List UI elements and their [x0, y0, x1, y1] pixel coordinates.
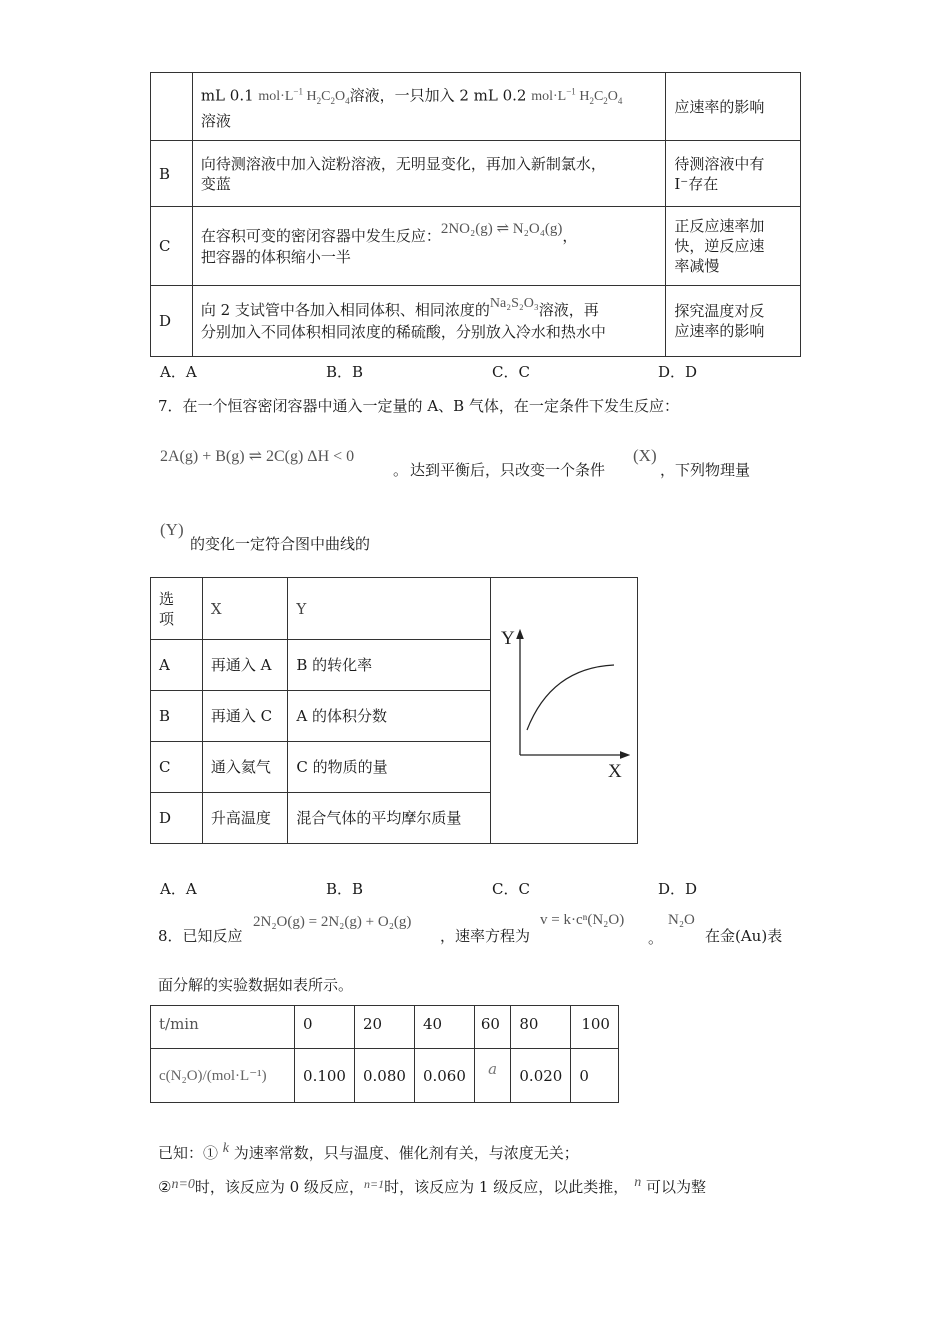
header-option-line1: 选	[159, 589, 175, 608]
choice-c[interactable]: C．C	[492, 880, 530, 898]
concentration-cell: 0	[571, 1049, 619, 1103]
q7-stem-mid: 达到平衡后，只改变一个条件	[410, 461, 606, 479]
q7-options-table	[150, 577, 638, 844]
choice-c[interactable]: C．C	[492, 363, 530, 381]
time-header: t/min	[151, 1006, 295, 1049]
q8-period: 。	[648, 929, 664, 947]
q8-known-line1	[158, 1143, 579, 1165]
operation-line2: 溶液	[200, 112, 231, 131]
q8-known-line2	[158, 1177, 706, 1199]
option-label: B	[151, 691, 203, 742]
reagent-formula: Na₂S₂O₃	[489, 296, 539, 311]
purpose-cell	[666, 141, 801, 207]
purpose-cell	[666, 73, 801, 141]
q8-stem-prefix: 8．已知反应	[158, 927, 243, 945]
concentration-header: c(N₂O)/(mol·L⁻¹)	[151, 1049, 295, 1103]
reaction-formula: 2NO₂(g) ⇌ N₂O₄(g)	[440, 220, 563, 237]
option-label	[151, 73, 193, 141]
circled-two: ②	[158, 1178, 172, 1196]
header-option	[151, 578, 203, 640]
integer-text: 可以为整	[641, 1178, 706, 1196]
choice-a[interactable]: A．A	[160, 880, 197, 898]
purpose-line2: I⁻存在	[674, 174, 719, 193]
q7-period: 。	[393, 461, 409, 479]
operation-prefix: 在容积可变的密闭容器中发生反应：	[200, 226, 441, 245]
time-cell: 0	[295, 1006, 355, 1049]
header-x: X	[202, 578, 288, 640]
purpose-line2: 快，逆反应速	[674, 237, 765, 255]
time-row	[151, 1006, 619, 1049]
operation-cell: mL 0.1 $mol\cdot L^{-1}$ $H_2C_2O_4$溶液，一只加入 2 mL 0.2 $mol\cdot L^{-1}$ $H_2C_2O_4$ 溶液	[192, 73, 666, 141]
purpose-cell	[666, 286, 801, 357]
option-label: C	[151, 742, 203, 793]
table-row	[151, 73, 801, 141]
curve-graph	[491, 578, 637, 838]
operation-line2: 把容器的体积缩小一半	[200, 247, 351, 266]
concentration-cell: 0.060	[414, 1049, 474, 1103]
choice-d[interactable]: D．D	[658, 880, 698, 898]
n-equals-one: n=1	[364, 1177, 385, 1191]
time-cell: 40	[414, 1006, 474, 1049]
q7-stem-line1: 7．在一个恒容密闭容器中通入一定量的 A、B 气体，在一定条件下发生反应：	[158, 397, 679, 415]
y-value: B 的转化率	[288, 640, 491, 691]
purpose-line1: 探究温度对反	[674, 302, 765, 320]
x-axis-label: X	[607, 761, 622, 782]
header-y: Y	[288, 578, 491, 640]
option-label: A	[151, 640, 203, 691]
table-row	[151, 141, 801, 207]
operation-suffix: 溶液，再	[538, 301, 599, 319]
curve-graph-cell	[490, 578, 637, 844]
choice-a[interactable]: A．A	[160, 363, 197, 381]
option-label: D	[151, 286, 193, 357]
table-row	[151, 286, 801, 357]
q8-reaction: 2N₂O(g) = 2N₂(g) + O₂(g)	[253, 914, 412, 930]
q6-choices	[160, 361, 800, 381]
table-header-row	[151, 578, 638, 640]
q7-choices	[160, 878, 800, 898]
q8-rate-equation: v = k·cⁿ(N₂O)	[540, 912, 625, 928]
operation-line2: 变蓝	[200, 174, 231, 193]
time-cell: 100	[571, 1006, 619, 1049]
y-value: C 的物质的量	[288, 742, 491, 793]
q8-stem-line2: 面分解的实验数据如表所示。	[158, 976, 354, 994]
time-cell: 80	[511, 1006, 571, 1049]
q7-stem-line3: 的变化一定符合图中曲线的	[190, 535, 371, 553]
known-prefix: 已知：①	[158, 1144, 219, 1162]
zero-order-text: 时，该反应为 0 级反应，	[194, 1178, 364, 1196]
y-value: A 的体积分数	[288, 691, 491, 742]
purpose-line2: 应速率的影响	[674, 322, 765, 340]
operation-line2: 分别加入不同体积相同浓度的稀硫酸，分别放入冷水和热水中	[200, 323, 606, 341]
x-value: 再通入 C	[202, 691, 288, 742]
purpose-text: 应速率的影响	[674, 97, 765, 116]
choice-d[interactable]: D．D	[658, 363, 698, 381]
purpose-line1: 待测溶液中有	[674, 154, 765, 173]
concentration-cell: 0.100	[295, 1049, 355, 1103]
rising-curve	[527, 665, 614, 730]
y-axis-label: Y	[500, 628, 515, 649]
q8-stem-mid: ，速率方程为	[440, 927, 531, 945]
operation-prefix: 向 2 支试管中各加入相同体积、相同浓度的	[200, 301, 490, 319]
header-option-line2: 项	[159, 609, 175, 628]
time-cell: 20	[354, 1006, 414, 1049]
unit-formula: $mol\cdot L^{-1}$ $H_2C_2O_4$	[258, 86, 350, 107]
option-label: D	[151, 793, 203, 844]
y-value: 混合气体的平均摩尔质量	[288, 793, 491, 844]
k-symbol: k	[222, 1141, 230, 1156]
concentration-row	[151, 1049, 619, 1103]
known-k-description: 为速率常数，只与温度、催化剂有关，与浓度无关；	[233, 1144, 579, 1162]
concentration-cell: 0.020	[511, 1049, 571, 1103]
x-value: 再通入 A	[202, 640, 288, 691]
n-symbol: n	[634, 1175, 642, 1190]
q8-stem-tail: 在金(Au)表	[705, 927, 783, 945]
choice-b[interactable]: B．B	[326, 363, 364, 381]
purpose-line1: 正反应速率加	[674, 217, 765, 235]
table-row	[151, 207, 801, 286]
option-label: C	[151, 207, 193, 286]
operation-cell	[192, 207, 666, 286]
x-value: 通入氦气	[202, 742, 288, 793]
operation-cell	[192, 286, 666, 357]
operation-line1: 向待测溶液中加入淀粉溶液，无明显变化，再加入新制氯水，	[200, 154, 606, 173]
purpose-cell	[666, 207, 801, 286]
time-cell: 60	[474, 1006, 511, 1049]
q7-equation: 2A(g) + B(g) ⇌ 2C(g) ΔH < 0	[160, 448, 355, 465]
concentration-cell: a	[474, 1049, 511, 1103]
x-value: 升高温度	[202, 793, 288, 844]
q6-options-table	[150, 72, 801, 357]
q8-data-table	[150, 1005, 619, 1103]
purpose-line3: 率减慢	[674, 257, 720, 275]
first-order-text: 时，该反应为 1 级反应，以此类推，	[384, 1178, 629, 1196]
operation-cell	[192, 141, 666, 207]
unit-formula: $mol\cdot L^{-1}$ $H_2C_2O_4$	[531, 86, 623, 107]
operation-suffix: ，	[562, 226, 578, 245]
q7-x-var: (X)	[633, 446, 657, 465]
choice-b[interactable]: B．B	[326, 880, 364, 898]
q8-species: N₂O	[668, 912, 695, 928]
option-label: B	[151, 141, 193, 207]
n-equals-zero: n=0	[171, 1177, 195, 1192]
concentration-cell: 0.080	[354, 1049, 414, 1103]
q7-y-var: (Y)	[160, 520, 184, 539]
q7-stem-tail: ，下列物理量	[660, 461, 751, 479]
